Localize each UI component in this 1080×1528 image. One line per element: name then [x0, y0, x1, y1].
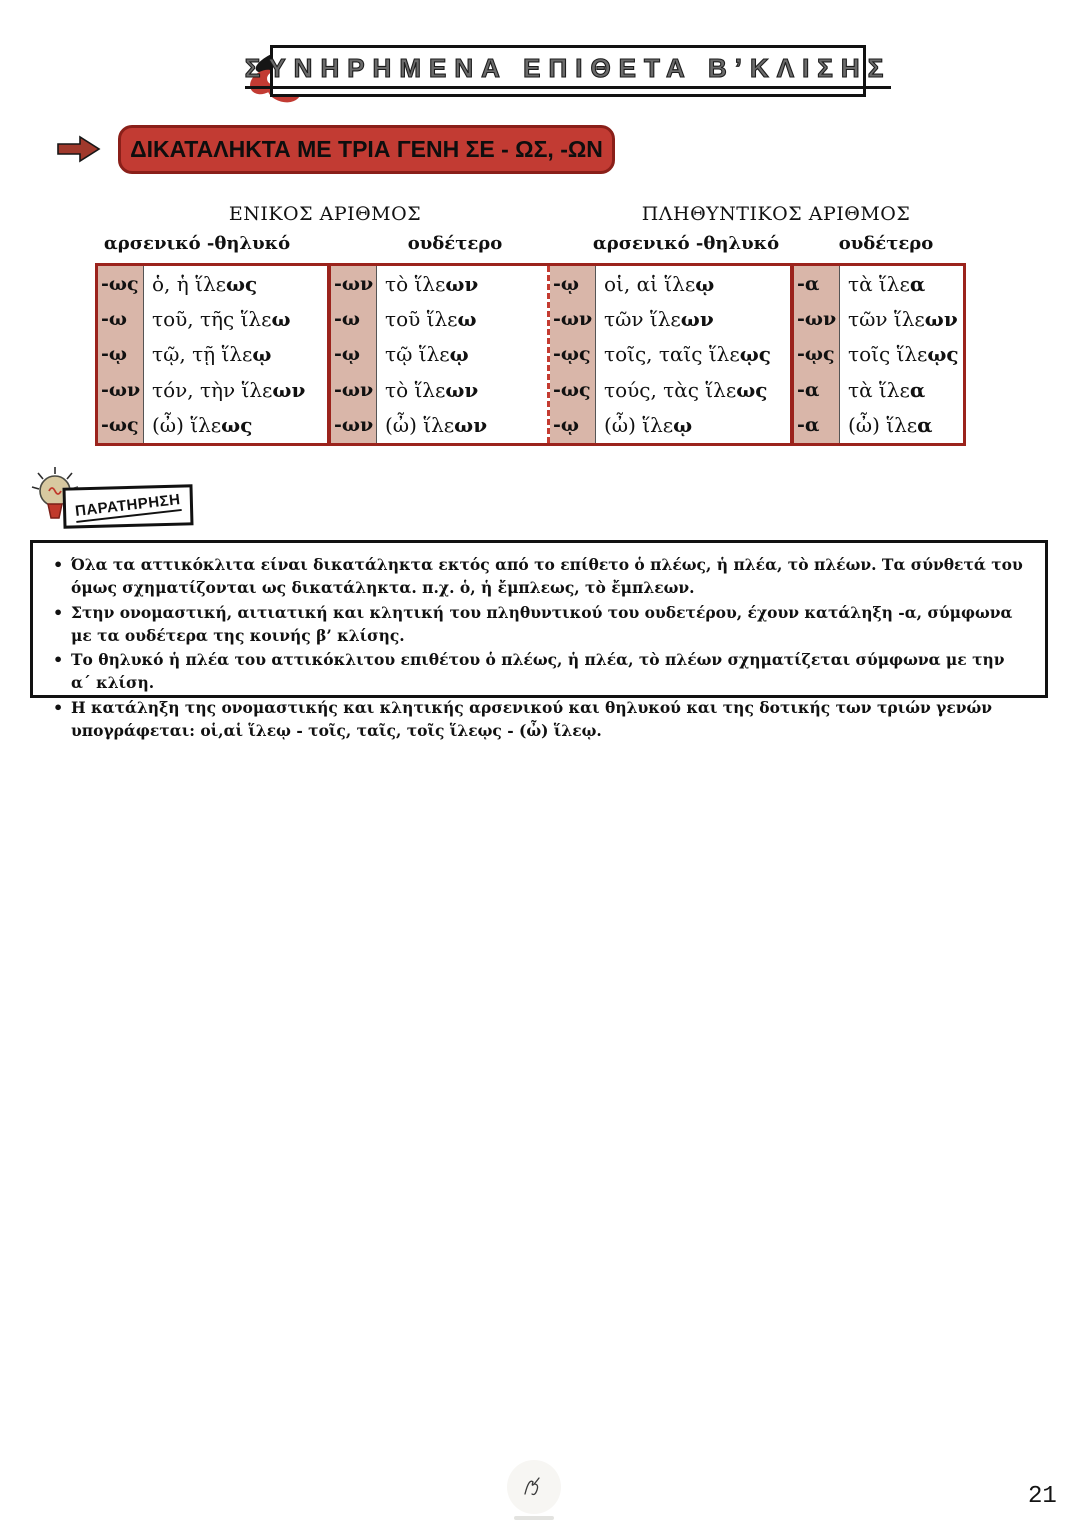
plural-mf-header: αρσενικό -θηλυκό [592, 233, 780, 254]
table-gap-divider [537, 266, 547, 443]
plural-number-header: ΠΛΗΘΥΝΤΙΚΟΣ ΑΡΙΘΜΟΣ [641, 203, 911, 225]
form-cell [144, 337, 327, 372]
form-cell [144, 266, 327, 301]
form-cell [377, 337, 537, 372]
note-bullet: • Στην ονομαστική, αιτιατική και κλητική του πληθυντικού του ουδετέρου, έχουν κατάληξη -α, σύμφωνα με τα ουδέτερα της κοινής β’ κλίσης. [47, 601, 1029, 648]
singular-mf-header: αρσενικό -θηλυκό [103, 233, 291, 254]
form-stem: τὸ ἵλε [385, 377, 446, 402]
section-heading [118, 125, 615, 174]
form-cell [377, 301, 537, 336]
form-cell [596, 408, 790, 443]
form-ending: ῳς [739, 342, 771, 367]
form-cell [840, 337, 963, 372]
ending-cell: -ων [98, 372, 144, 407]
form-ending: ῳ [695, 271, 715, 296]
ending-cell: -ῳς [794, 337, 840, 372]
form-ending: ῳ [673, 413, 693, 438]
ending-cell: -ῳ [98, 337, 144, 372]
singular-neuter-header: ουδέτερο [407, 233, 503, 254]
form-stem: τῷ ἵλε [385, 342, 450, 367]
ending-cell: -ῳ [550, 266, 596, 301]
publisher-watermark [492, 1460, 576, 1522]
form-cell [377, 408, 537, 443]
ending-cell: -ῳ [331, 337, 377, 372]
form-cell [377, 372, 537, 407]
watermark-caption-placeholder [514, 1516, 554, 1520]
ending-cell: -ων [794, 301, 840, 336]
page-title: ΣΥΝΗΡΗΜΕΝΑ ΕΠΙΘΕΤΑ Β’ΚΛΙΣΗΣ [245, 53, 892, 89]
form-cell [144, 408, 327, 443]
form-ending: α [909, 377, 926, 402]
title-banner [244, 45, 892, 97]
form-cell [596, 337, 790, 372]
form-cell [596, 301, 790, 336]
ending-cell: -α [794, 266, 840, 301]
note-bullet: • Όλα τα αττικόκλιτα είναι δικατάληκτα εκτός από το επίθετο ὁ πλέως, ἡ πλέα, τὸ πλέων. Τα σύνθετά του όμως σχηματίζονται ως δικατάληκτα. π.χ. ὁ, ἡ ἔμπλεως, τὸ ἔμπλεων. [47, 553, 1029, 600]
form-ending: α [917, 413, 933, 438]
form-stem: (ὦ) ἵλε [385, 413, 455, 438]
form-stem: οἱ, αἱ ἵλε [604, 271, 696, 296]
singular-mf-group [98, 266, 327, 443]
form-stem: τῶν ἵλε [604, 307, 681, 332]
form-stem: τῶν ἵλε [848, 307, 925, 332]
ending-cell: -α [794, 408, 840, 443]
note-bullet-list [47, 553, 1029, 742]
ending-cell: -ω [98, 301, 144, 336]
form-ending: ῳ [449, 342, 469, 367]
ending-cell: -ως [550, 372, 596, 407]
plural-neuter-group [790, 266, 963, 443]
form-stem: (ὦ) ἵλε [848, 413, 918, 438]
ending-cell: -ως [98, 266, 144, 301]
form-cell [144, 301, 327, 336]
note-bullet: • Η κατάληξη της ονομαστικής και κλητικής αρσενικού και θηλυκού και της δοτικής των τριών γενών υπογράφεται: οἱ,αἱ ἵλεῳ - τοῖς, ταῖς, τοῖς ἵλεῳς - (ὦ) ἵλεῳ. [47, 696, 1029, 743]
form-stem: τούς, τὰς ἵλε [604, 377, 737, 402]
form-cell [840, 372, 963, 407]
form-ending: ων [445, 377, 479, 402]
ending-cell: -ων [550, 301, 596, 336]
form-stem: τοῦ ἵλε [385, 307, 458, 332]
declension-table [95, 263, 966, 446]
form-ending: ω [271, 307, 291, 332]
observation-label-box [62, 484, 193, 528]
form-ending: ων [924, 307, 958, 332]
ending-cell: -α [794, 372, 840, 407]
form-ending: ως [736, 377, 768, 402]
form-ending: ων [454, 413, 488, 438]
form-cell [596, 372, 790, 407]
form-cell [840, 408, 963, 443]
ending-cell: -ω [331, 301, 377, 336]
form-ending: ῳ [252, 342, 272, 367]
form-stem: (ὦ) ἵλε [152, 413, 222, 438]
singular-number-header: ΕΝΙΚΟΣ ΑΡΙΘΜΟΣ [228, 203, 422, 225]
observation-note-box [30, 540, 1048, 740]
form-stem: ὁ, ἡ ἵλε [152, 271, 226, 296]
ending-cell: -ων [331, 408, 377, 443]
observation-label: ΠΑΡΑΤΗΡΗΣΗ [74, 491, 181, 523]
form-ending: ων [445, 271, 479, 296]
ending-cell: -ῳς [550, 337, 596, 372]
form-ending: ω [457, 307, 477, 332]
form-ending: ῳς [927, 342, 959, 367]
form-cell [144, 372, 327, 407]
ending-cell: -ως [98, 408, 144, 443]
ending-cell: -ῳ [550, 408, 596, 443]
form-ending: ων [272, 377, 306, 402]
form-stem: (ὦ) ἵλε [604, 413, 674, 438]
singular-neuter-group [327, 266, 537, 443]
form-stem: τῷ, τῇ ἵλε [152, 342, 253, 367]
note-bullet: • Το θηλυκό ἡ πλέα του αττικόκλιτου επιθέτου ὁ πλέως, ἡ πλέα, τὸ πλέων σχηματίζεται σύμφωνα με την α΄ κλίση. [47, 648, 1029, 695]
form-stem: τὸ ἵλε [385, 271, 446, 296]
form-stem: τοῦ, τῆς ἵλε [152, 307, 272, 332]
form-stem: τοῖς ἵλε [848, 342, 928, 367]
form-ending: α [909, 271, 926, 296]
form-stem: τοῖς, ταῖς ἵλε [604, 342, 740, 367]
form-stem: τὰ ἵλε [848, 377, 910, 402]
page-number: 21 [1028, 1483, 1057, 1510]
section-heading-label: ΔΙΚΑΤΑΛΗΚΤΑ ΜΕ ΤΡΙΑ ΓΕΝΗ ΣΕ - ΩΣ, -ΩΝ [130, 136, 603, 162]
form-ending: ων [680, 307, 714, 332]
form-cell [840, 266, 963, 301]
form-cell [840, 301, 963, 336]
form-stem: τὰ ἵλε [848, 271, 910, 296]
plural-neuter-header: ουδέτερο [838, 233, 934, 254]
form-ending: ως [221, 413, 253, 438]
form-stem: τόν, τὴν ἵλε [152, 377, 273, 402]
form-ending: ως [225, 271, 258, 296]
signature-logo-icon [507, 1460, 561, 1514]
arrow-right-icon [56, 134, 102, 164]
ending-cell: -ων [331, 266, 377, 301]
form-cell [596, 266, 790, 301]
plural-mf-group [547, 266, 790, 443]
form-cell [377, 266, 537, 301]
ending-cell: -ων [331, 372, 377, 407]
